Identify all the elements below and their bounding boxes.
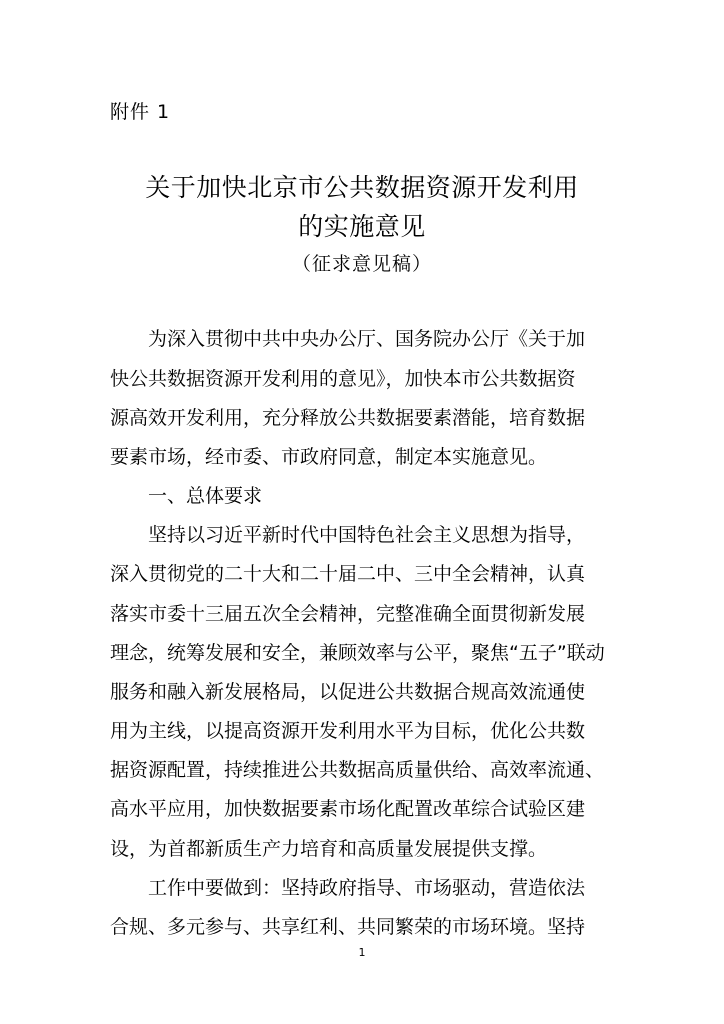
paragraph-line: 工作中要做到：坚持政府指导、市场驱动，营造依法 (148, 877, 586, 899)
paragraph-line: 源高效开发利用，充分释放公共数据要素潜能，培育数据 (110, 407, 586, 429)
paragraph-line: 高水平应用，加快数据要素市场化配置改革综合试验区建 (110, 798, 586, 820)
document-title-line-1: 关于加快北京市公共数据资源开发利用 (145, 173, 579, 202)
paragraph-line: 合规、多元参与、共享红利、共同繁荣的市场环境。坚持 (110, 916, 586, 938)
paragraph-line: 为深入贯彻中共中央办公厅、国务院办公厅《关于加 (148, 328, 586, 350)
paragraph-line: 快公共数据资源开发利用的意见》，加快本市公共数据资 (110, 368, 576, 390)
paragraph-line: 落实市委十三届五次全会精神，完整准确全面贯彻新发展 (110, 603, 586, 625)
page-number: 1 (358, 946, 366, 959)
paragraph-line: 坚持以习近平新时代中国特色社会主义思想为指导， (148, 524, 586, 546)
document-subtitle: （征求意见稿） (291, 253, 432, 275)
paragraph-line: 深入贯彻党的二十大和二十届二中、三中全会精神，认真 (110, 563, 586, 585)
paragraph-line: 用为主线，以提高资源开发利用水平为目标，优化公共数 (110, 720, 586, 742)
paragraph-line: 设，为首都新质生产力培育和高质量发展提供支撑。 (110, 838, 548, 860)
paragraph-line: 服务和融入新发展格局，以促进公共数据合规高效流通使 (110, 681, 586, 703)
paragraph-line: 理念，统筹发展和安全，兼顾效率与公平，聚焦“五子”联动 (110, 642, 605, 664)
section-heading: 一、总体要求 (148, 485, 263, 507)
document-title-line-2: 的实施意见 (298, 212, 426, 241)
paragraph-line: 据资源配置，持续推进公共数据高质量供给、高效率流通、 (110, 759, 605, 781)
attachment-label: 附件 1 (110, 101, 171, 123)
paragraph-line: 要素市场，经市委、市政府同意，制定本实施意见。 (110, 446, 548, 468)
